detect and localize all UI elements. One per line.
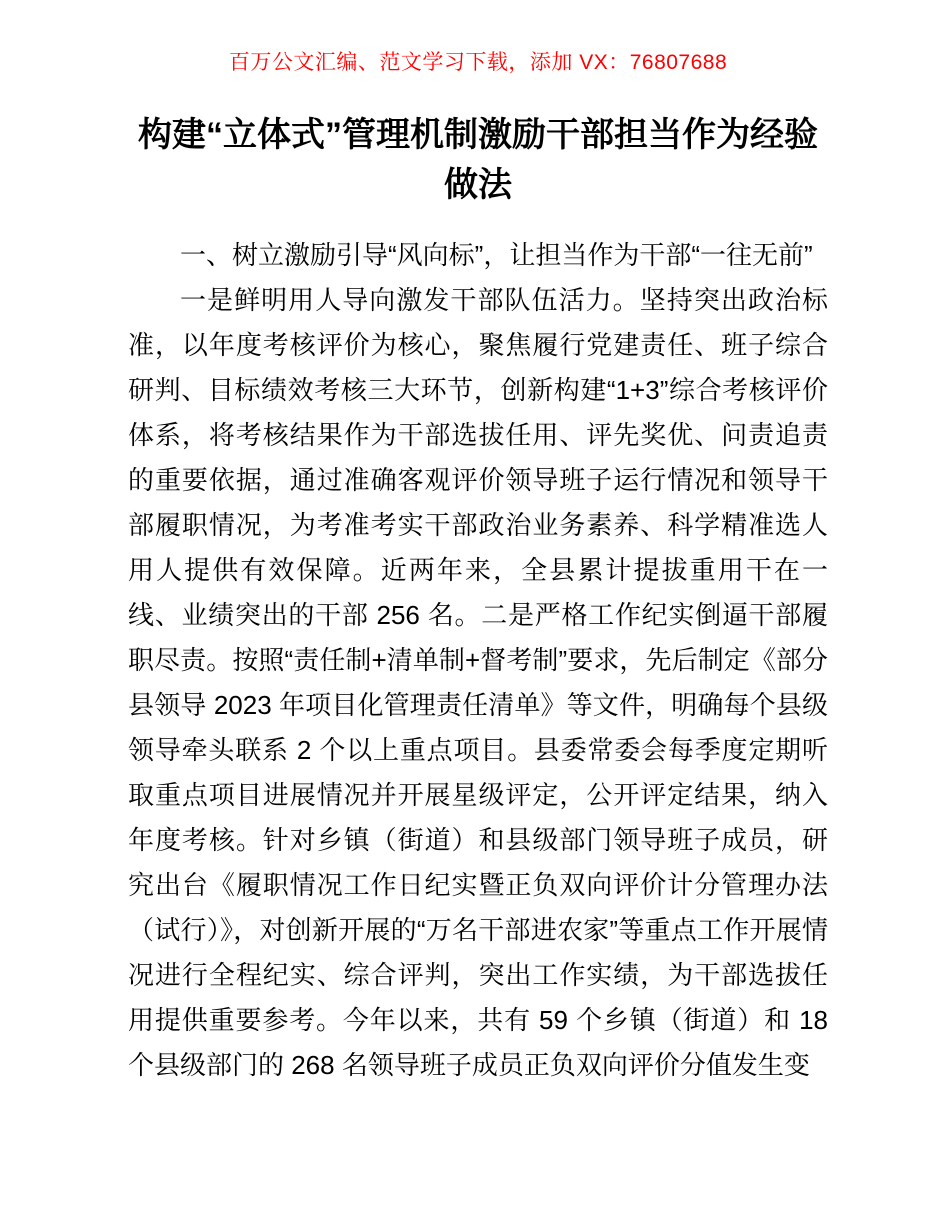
section-heading: 一、树立激励引导“风向标”，让担当作为干部“一往无前”	[180, 239, 813, 270]
body-paragraph: 一是鲜明用人导向激发干部队伍活力。坚持突出政治标准，以年度考核评价为核心，聚焦履行党建责任、班子综合研判、目标绩效考核三大环节，创新构建“1+3”综合考核评价体系，将考核结果作为干部选拔任用、评先奖优、问责追责的重要依据，通过准确客观评价领导班子运行情况和领导干部履职情况，为考准考实干部政治业务素养、科学精准选人用人提供有效保障。近两年来，全县累计提拔重用干在一线、业绩突出的干部 256 名。二是严格工作纪实倒逼干部履职尽责。按照“责任制+清单制+督考制”要求，先后制定《部分县领导 2023 年项目化管理责任清单》等文件，明确每个县级领导牵头联系 2 个以上重点项目。县委常委会每季度定期听取重点项目进展情况并开展星级评定，公开评定结果，纳入年度考核。针对乡镇（街道）和县级部门领导班子成员，研究出台《履职情况工作日纪实暨正负双向评价计分管理办法（试行）》，对创新开展的“万名干部进农家”等重点工作开展情况进行全程纪实、综合评判，突出工作实绩，为干部选拔任用提供重要参考。今年以来，共有 59 个乡镇（街道）和 18 个县级部门的 268 名领导班子成员正负双向评价分值发生变	[128, 284, 828, 1080]
doc-title: 构建“立体式”管理机制激励干部担当作为经验做法	[138, 116, 818, 204]
promo-banner: 百万公文汇编、范文学习下载，添加 VX：76807688	[228, 51, 728, 74]
